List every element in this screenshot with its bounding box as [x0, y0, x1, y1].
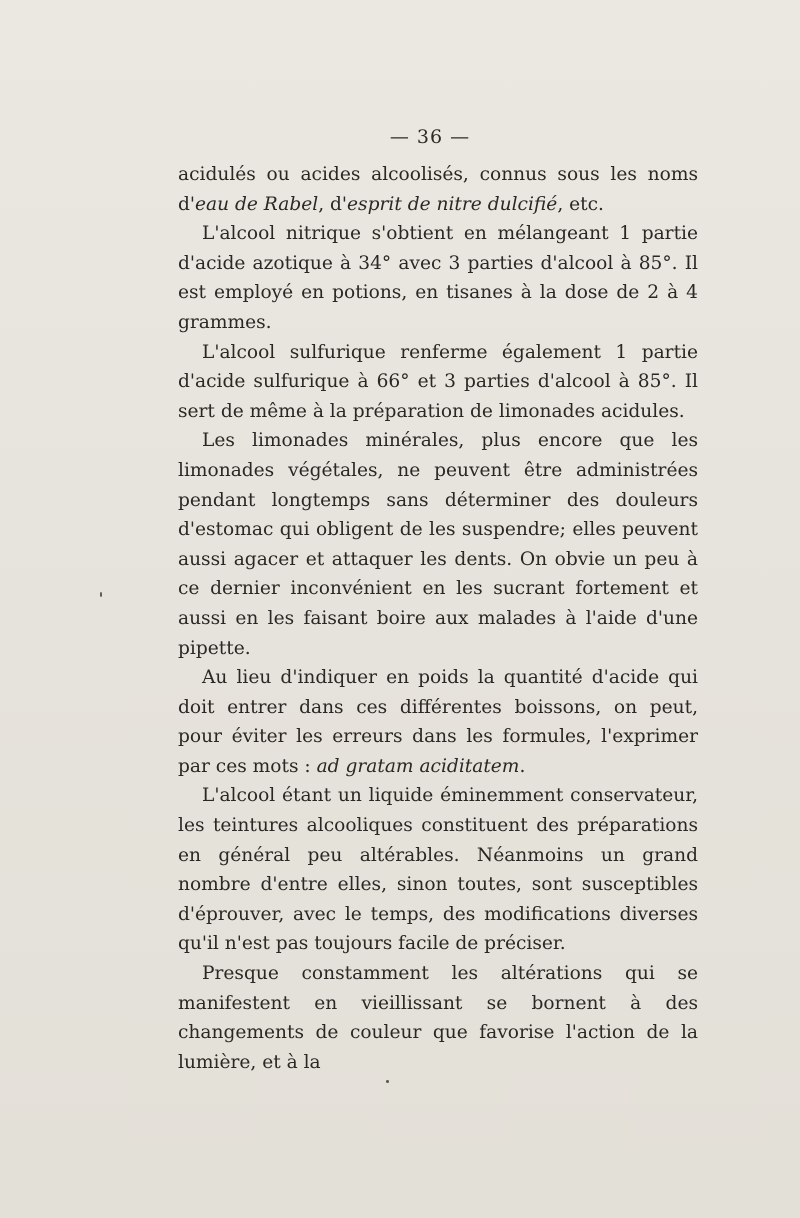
text-run: , etc.: [557, 193, 604, 215]
paragraph: [178, 219, 698, 337]
paragraph: [178, 781, 698, 959]
paragraph: [178, 160, 698, 219]
paragraph: [178, 959, 698, 1077]
text-run: L'alcool sulfurique renferme également 1 partie d'acide sulfurique à 66° et 3 parties d'alcool à 85°. Il sert de même à la préparation de limonades acidules.: [178, 341, 698, 422]
text-run: L'alcool nitrique s'obtient en mélangeant 1 partie d'acide azotique à 34° avec 3 parties d'alcool à 85°. Il est employé en potions, en tisanes à la dose de 2 à 4 grammes.: [178, 223, 698, 333]
body-text: [178, 160, 698, 1077]
italic-text: esprit de nitre dulcifié: [347, 193, 558, 215]
paragraph: [178, 426, 698, 663]
ink-speck: [100, 592, 102, 597]
text-run: Les limonades minérales, plus encore que les limonades végétales, ne peuvent être administrées pendant longtemps sans déterminer des douleurs d'estomac qui obligent de les suspendre; elles peuvent aussi agacer et attaquer les dents. On obvie un peu à ce dernier inconvénient en les sucrant fortement et aussi en les faisant boire aux malades à l'aide d'une pipette.: [178, 430, 698, 659]
italic-text: ad gratam aciditatem: [316, 755, 520, 777]
italic-text: eau de Rabel: [195, 193, 319, 215]
text-run: .: [519, 755, 526, 777]
text-run: Presque constamment les altérations qui se manifestent en vieillissant se bornent à des changements de couleur que favorise l'action de la lumière, et à la: [178, 963, 698, 1073]
text-run: Au lieu d'indiquer en poids la quantité d'acide qui doit entrer dans ces différentes boissons, on peut, pour éviter les erreurs dans les formules, l'exprimer par ces mots :: [178, 667, 698, 777]
page-number: — 36 —: [389, 126, 471, 148]
text-run: , d': [318, 193, 348, 215]
paragraph: [178, 338, 698, 427]
text-run: L'alcool étant un liquide éminemment conservateur, les teintures alcooliques constituent des préparations en général peu altérables. Néanmoins un grand nombre d'entre elles, sinon toutes, sont susceptibles d'éprouver, avec le temps, des modifications diverses qu'il n'est pas toujours facile de préciser.: [178, 785, 698, 955]
ink-speck: [386, 1080, 389, 1083]
paragraph: [178, 663, 698, 781]
text-run: acidulés ou acides alcoolisés, connus sous les noms d': [178, 164, 698, 215]
